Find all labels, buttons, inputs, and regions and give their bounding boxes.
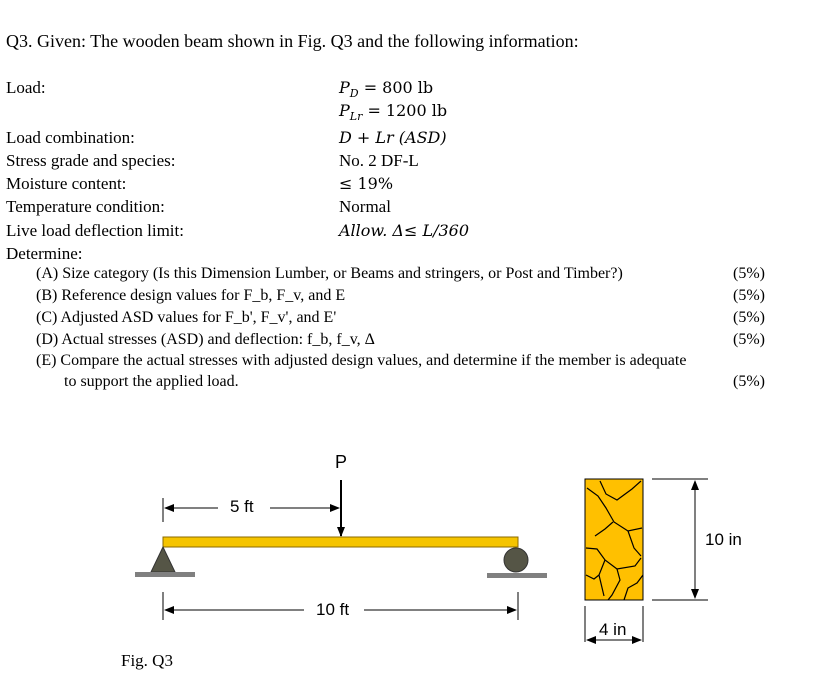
dim-10ft-label: 10 ft bbox=[316, 600, 350, 619]
pd-value: $P_D = 800$ lb bbox=[339, 78, 434, 100]
roller-support bbox=[504, 548, 528, 572]
defl-value: Allow. Δ≤ L/360 bbox=[339, 221, 469, 240]
item-b-pct: (5%) bbox=[733, 287, 765, 304]
load-p-label: P bbox=[335, 452, 348, 472]
depth-label: 10 in bbox=[705, 530, 742, 549]
moisture-label: Moisture content: bbox=[6, 174, 127, 193]
grade-value: No. 2 DF-L bbox=[339, 151, 419, 170]
figure-caption: Fig. Q3 bbox=[121, 651, 173, 670]
question-title: Q3. Given: The wooden beam shown in Fig. Q3 and the following information: bbox=[6, 31, 579, 51]
moisture-value: ≤ 19% bbox=[339, 174, 394, 193]
item-e-line1: (E) Compare the actual stresses with adjusted design values, and determine if the member is adequate bbox=[36, 352, 687, 369]
ground-right bbox=[487, 573, 547, 578]
beam bbox=[163, 537, 518, 547]
dim-5ft-label: 5 ft bbox=[230, 497, 254, 516]
temp-value: Normal bbox=[339, 197, 391, 216]
temp-label: Temperature condition: bbox=[6, 197, 165, 216]
defl-label: Live load deflection limit: bbox=[6, 221, 184, 240]
pl-value: $P_{Lr} = 1200$ lb bbox=[339, 101, 448, 123]
ground-left bbox=[135, 572, 195, 577]
determine-label: Determine: bbox=[6, 244, 83, 263]
combo-label: Load combination: bbox=[6, 128, 135, 147]
item-b: (B) Reference design values for F_b, F_v, and E bbox=[36, 287, 346, 304]
grade-label: Stress grade and species: bbox=[6, 151, 176, 170]
item-d-pct: (5%) bbox=[733, 331, 765, 348]
combo-value: D + Lr (ASD) bbox=[339, 128, 447, 147]
item-a-pct: (5%) bbox=[733, 265, 765, 282]
item-c: (C) Adjusted ASD values for F_b', F_v', and E' bbox=[36, 309, 337, 326]
item-e-line2: to support the applied load. bbox=[64, 373, 239, 390]
pin-support bbox=[151, 547, 175, 572]
item-d: (D) Actual stresses (ASD) and deflection: f_b, f_v, Δ bbox=[36, 331, 375, 348]
item-a: (A) Size category (Is this Dimension Lumber, or Beams and stringers, or Post and Timber?) bbox=[36, 265, 623, 282]
load-label: Load: bbox=[6, 78, 46, 97]
width-label: 4 in bbox=[599, 620, 627, 639]
item-e-pct: (5%) bbox=[733, 373, 765, 390]
item-c-pct: (5%) bbox=[733, 309, 765, 326]
cross-section bbox=[585, 479, 643, 600]
